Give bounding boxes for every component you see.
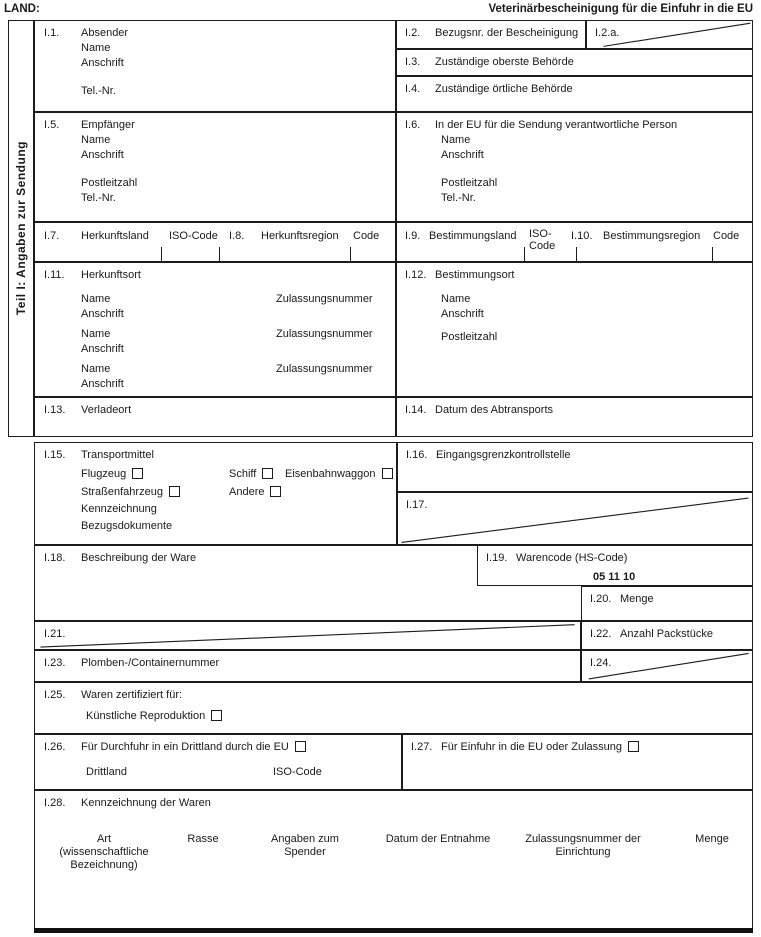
field-i2-label: Bezugsnr. der Bescheinigung	[435, 27, 579, 39]
field-i3-head	[397, 50, 752, 70]
field-i6-tel-label: Tel.-Nr.	[441, 192, 476, 204]
part1-sidebar-label: Teil I: Angaben zur Sendung	[13, 141, 28, 316]
i17-strike-line	[398, 493, 752, 544]
field-i3-number: I.3.	[405, 56, 421, 68]
field-i28-kennzeichnung	[34, 790, 753, 930]
i15-option-flugzeug: Flugzeug	[81, 467, 143, 482]
andere-checkbox[interactable]	[270, 486, 281, 497]
field-i19-number: I.19.	[486, 552, 508, 564]
field-i8-label: Herkunftsregion	[261, 230, 339, 242]
i28-column-menge: Menge	[695, 833, 729, 845]
field-i15-transportmittel	[34, 442, 397, 545]
field-i12-anschrift-label: Anschrift	[441, 308, 484, 320]
field-i7-i8-row	[34, 222, 396, 262]
field-i22-anzahl-packstuecke	[581, 621, 753, 650]
i11-name-label: Name	[81, 328, 111, 340]
field-i13-number: I.13.	[44, 404, 66, 416]
field-i4-head	[397, 77, 752, 97]
form-title: Veterinärbescheinigung für die Einfuhr in die EU	[488, 3, 753, 15]
column-tick	[350, 247, 351, 261]
field-i25-head	[35, 683, 752, 703]
field-i4-label: Zuständige örtliche Behörde	[435, 83, 573, 95]
field-i23-plomben-containernummer	[34, 650, 581, 682]
field-i15-label: Transportmittel	[81, 449, 154, 461]
field-i19-warencode	[477, 545, 753, 586]
field-i15-number: I.15.	[44, 449, 66, 461]
field-i27-einfuhr-zulassung	[402, 734, 753, 790]
i15-option-andere: Andere	[229, 485, 281, 500]
field-i11-head	[35, 263, 395, 283]
field-i26-label: Für Durchfuhr in ein Drittland durch die EU	[81, 741, 289, 753]
field-i7-iso-label: ISO-Code	[169, 230, 218, 242]
field-i14-label: Datum des Abtransports	[435, 404, 554, 416]
i11-zulassungsnummer-label: Zulassungsnummer	[276, 293, 373, 305]
i25-option-kuenstliche-reproduktion: Künstliche Reproduktion	[86, 709, 222, 724]
field-i6-head	[397, 113, 752, 133]
field-i12-number: I.12.	[405, 269, 427, 281]
field-i28-label: Kennzeichnung der Waren	[81, 797, 211, 809]
field-i9-i10-row	[396, 222, 753, 262]
field-i10-code-label: Code	[713, 230, 740, 242]
field-i4-number: I.4.	[405, 83, 421, 95]
field-i8-number: I.8.	[229, 230, 245, 242]
field-i28-head	[35, 791, 752, 811]
field-i17-number: I.17.	[406, 499, 428, 511]
field-i3-oberste-behoerde	[396, 49, 753, 76]
column-tick	[576, 247, 577, 261]
field-i28-number: I.28.	[44, 797, 66, 809]
i11-name-label: Name	[81, 363, 111, 375]
flugzeug-checkbox[interactable]	[132, 468, 143, 479]
field-i27-head	[403, 735, 752, 755]
i11-zulassungsnummer-label: Zulassungsnummer	[276, 363, 373, 375]
field-i23-label: Plomben-/Containernummer	[81, 657, 220, 669]
field-i8-code-label: Code	[353, 230, 380, 242]
field-i11-herkunftsort	[34, 262, 396, 397]
i2a-strike-line	[587, 21, 752, 48]
field-i13-verladeort	[34, 397, 396, 437]
field-i12-label: Bestimmungsort	[435, 269, 515, 281]
i28-column-spender: Angaben zum Spender	[271, 833, 339, 858]
i11-anschrift-label: Anschrift	[81, 308, 124, 320]
field-i2-head	[397, 21, 585, 41]
i28-column-art: Art (wissenschaftliche Bezeichnung)	[59, 833, 149, 871]
field-i5-label: Empfänger	[81, 119, 135, 131]
field-i11-label: Herkunftsort	[81, 269, 141, 281]
field-i22-number: I.22.	[590, 628, 612, 640]
i28-column-zulassungsnummer: Zulassungsnummer der Einrichtung	[525, 833, 641, 858]
field-i3-label: Zuständige oberste Behörde	[435, 56, 574, 68]
field-i1-absender	[34, 20, 396, 112]
field-i10-number: I.10.	[571, 230, 593, 242]
i28-column-datum: Datum der Entnahme	[385, 833, 491, 845]
field-i2a	[586, 20, 753, 49]
field-i12-bestimmungsort	[396, 262, 753, 397]
field-i16-grenzkontrollstelle	[397, 442, 753, 492]
field-i20-label: Menge	[620, 593, 654, 605]
durchfuhr-checkbox[interactable]	[295, 741, 306, 752]
field-i20-head	[582, 587, 752, 607]
field-i25-waren-zertifiziert	[34, 682, 753, 734]
field-i16-head	[398, 443, 752, 463]
field-i18-label: Beschreibung der Ware	[81, 552, 197, 564]
field-i10-label: Bestimmungsregion	[603, 230, 701, 242]
field-i4-oertliche-behoerde	[396, 76, 753, 112]
field-i16-number: I.16.	[406, 449, 428, 461]
page-bottom-rule	[34, 928, 753, 933]
field-i25-number: I.25.	[44, 689, 66, 701]
i15-option-eisenbahnwaggon: Eisenbahnwaggon	[285, 467, 393, 482]
column-tick	[524, 247, 525, 261]
i26-drittland-label: Drittland	[86, 766, 127, 778]
field-i9-number: I.9.	[405, 230, 421, 242]
field-i5-tel-label: Tel.-Nr.	[81, 192, 116, 204]
field-i16-label: Eingangsgrenzkontrollstelle	[436, 449, 571, 461]
i11-establishment-row	[35, 327, 395, 357]
field-i5-empfaenger	[34, 112, 396, 222]
field-i14-datum-abtransport	[396, 397, 753, 437]
field-i6-number: I.6.	[405, 119, 421, 131]
field-i1-tel-label: Tel.-Nr.	[81, 85, 116, 97]
field-i26-head	[35, 735, 401, 755]
field-i23-number: I.23.	[44, 657, 66, 669]
field-i1-number: I.1.	[44, 27, 60, 39]
i15-option-strassenfahrzeug: Straßenfahrzeug	[81, 485, 180, 500]
i15-option-schiff: Schiff	[229, 467, 273, 482]
field-i6-plz-label: Postleitzahl	[441, 177, 498, 189]
field-i7-number: I.7.	[44, 230, 60, 242]
field-i2-number: I.2.	[405, 27, 421, 39]
field-i23-head	[35, 651, 580, 671]
column-tick	[712, 247, 713, 261]
field-i5-plz-label: Postleitzahl	[81, 177, 138, 189]
field-i22-label: Anzahl Packstücke	[620, 628, 713, 640]
field-i1-head	[35, 21, 395, 41]
i21-strike-line	[35, 622, 580, 649]
field-i26-number: I.26.	[44, 741, 66, 753]
field-i13-label: Verladeort	[81, 404, 132, 416]
i24-strike-line	[582, 651, 752, 681]
hs-code-value: 05 11 10	[593, 571, 636, 583]
field-i9-label: Bestimmungsland	[429, 230, 517, 242]
column-tick	[219, 247, 220, 261]
field-i20-number: I.20.	[590, 593, 612, 605]
field-i6-verantwortliche-person	[396, 112, 753, 222]
field-i24	[581, 650, 753, 682]
field-i5-head	[35, 113, 395, 133]
field-i17	[397, 492, 753, 545]
field-i12-head	[397, 263, 752, 283]
field-i14-head	[397, 398, 752, 418]
field-i25-label: Waren zertifiziert für:	[81, 689, 183, 701]
field-i6-name-label: Name	[441, 134, 471, 146]
field-i19-head	[478, 546, 752, 566]
field-i1-anschrift-label: Anschrift	[81, 57, 124, 69]
field-i5-number: I.5.	[44, 119, 60, 131]
field-i13-head	[35, 398, 395, 418]
field-i1-label: Absender	[81, 27, 129, 39]
i11-anschrift-label: Anschrift	[81, 378, 124, 390]
field-i21-number: I.21.	[44, 628, 66, 640]
field-i9-iso-label: ISO- Code	[529, 228, 556, 252]
part1-sidebar	[8, 20, 34, 437]
field-i12-name-label: Name	[441, 293, 471, 305]
field-i24-number: I.24.	[590, 657, 612, 669]
field-i6-anschrift-label: Anschrift	[441, 149, 484, 161]
kuenstliche-reproduktion-checkbox[interactable]	[211, 710, 222, 721]
i26-iso-code-label: ISO-Code	[273, 766, 322, 778]
i11-zulassungsnummer-label: Zulassungsnummer	[276, 328, 373, 340]
strassenfahrzeug-checkbox[interactable]	[169, 486, 180, 497]
field-i2-bezugsnr	[396, 20, 586, 49]
i15-kennzeichnung-label: Kennzeichnung	[81, 503, 157, 515]
field-i5-name-label: Name	[81, 134, 111, 146]
eisenbahnwaggon-checkbox[interactable]	[382, 468, 393, 479]
field-i19-label: Warencode (HS-Code)	[516, 552, 628, 564]
field-i6-label: In der EU für die Sendung verantwortliche Person	[435, 119, 678, 131]
field-i14-number: I.14.	[405, 404, 427, 416]
land-label: LAND:	[4, 3, 40, 15]
i15-bezugsdokumente-label: Bezugsdokumente	[81, 520, 173, 532]
field-i22-head	[582, 622, 752, 642]
schiff-checkbox[interactable]	[262, 468, 273, 479]
i11-anschrift-label: Anschrift	[81, 343, 124, 355]
field-i26-durchfuhr-drittland	[34, 734, 402, 790]
field-i5-anschrift-label: Anschrift	[81, 149, 124, 161]
field-i1-name-label: Name	[81, 42, 111, 54]
i11-establishment-row	[35, 292, 395, 322]
field-i18-number: I.18.	[44, 552, 66, 564]
i28-column-rasse: Rasse	[187, 833, 219, 845]
field-i27-label: Für Einfuhr in die EU oder Zulassung	[441, 741, 622, 753]
i11-name-label: Name	[81, 293, 111, 305]
field-i27-number: I.27.	[411, 741, 433, 753]
field-i20-menge	[581, 586, 753, 621]
column-tick	[161, 247, 162, 261]
field-i11-number: I.11.	[44, 269, 65, 281]
field-i12-plz-label: Postleitzahl	[441, 331, 498, 343]
field-i2a-number: I.2.a.	[595, 27, 620, 39]
field-i21	[34, 621, 581, 650]
i11-establishment-row	[35, 362, 395, 392]
field-i15-head	[35, 443, 396, 463]
einfuhr-checkbox[interactable]	[628, 741, 639, 752]
field-i7-label: Herkunftsland	[81, 230, 149, 242]
